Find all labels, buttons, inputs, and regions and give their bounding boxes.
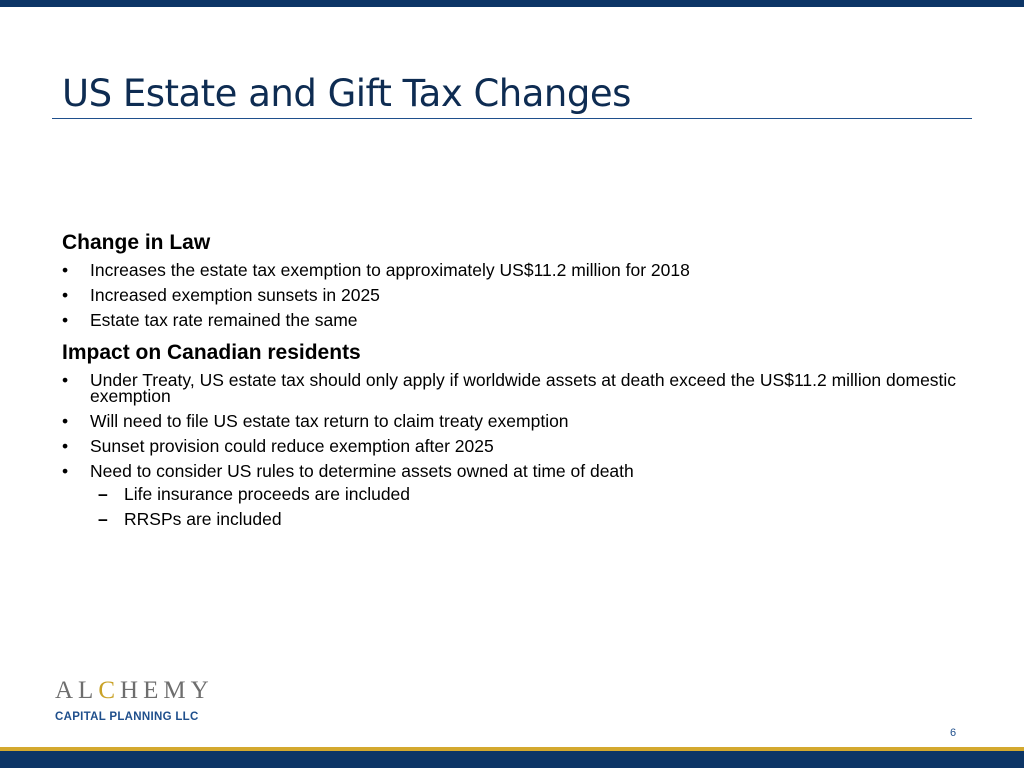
top-border-bar <box>0 0 1024 7</box>
list-item <box>62 310 962 331</box>
bullet-icon: • <box>62 436 69 457</box>
company-logo <box>55 678 214 723</box>
bullet-icon: • <box>62 411 69 432</box>
change-in-law-list <box>62 260 962 331</box>
list-item-text: Increases the estate tax exemption to approximately US$11.2 million for 2018 <box>90 260 690 281</box>
list-item-text: Estate tax rate remained the same <box>90 310 358 331</box>
slide-title: US Estate and Gift Tax Changes <box>62 72 631 115</box>
bottom-border-bar <box>0 751 1024 768</box>
logo-subtitle: CAPITAL PLANNING LLC <box>55 711 199 723</box>
list-item-text: Under Treaty, US estate tax should only apply if worldwide assets at death exceed the US$11.2 million domestic exemption <box>90 370 957 407</box>
bullet-icon: • <box>62 370 69 391</box>
bullet-icon: • <box>62 285 69 306</box>
bullet-icon: • <box>62 461 69 482</box>
sub-list-item-text: RRSPs are included <box>124 509 282 530</box>
page-number: 6 <box>950 727 957 739</box>
list-item <box>62 461 962 530</box>
bullet-icon: • <box>62 310 69 331</box>
logo-wordmark: ALCHEMY <box>55 677 214 704</box>
slide-content <box>62 230 962 536</box>
list-item-text: Need to consider US rules to determine assets owned at time of death <box>90 461 634 482</box>
impact-list <box>62 370 962 530</box>
list-item <box>62 285 962 306</box>
sub-list-item <box>90 484 962 505</box>
sub-list-item-text: Life insurance proceeds are included <box>124 484 411 505</box>
dash-icon: – <box>98 484 108 505</box>
list-item <box>62 411 962 432</box>
list-item <box>62 370 962 407</box>
section-heading-change-in-law: Change in Law <box>62 231 211 254</box>
sub-list-item <box>90 509 962 530</box>
bullet-icon: • <box>62 260 69 281</box>
assets-sublist <box>90 484 962 530</box>
list-item-text: Increased exemption sunsets in 2025 <box>90 285 380 306</box>
list-item <box>62 436 962 457</box>
list-item <box>62 260 962 281</box>
list-item-text: Sunset provision could reduce exemption after 2025 <box>90 436 494 457</box>
section-heading-impact: Impact on Canadian residents <box>62 341 361 365</box>
title-underline <box>52 118 972 119</box>
list-item-text: Will need to file US estate tax return to claim treaty exemption <box>90 411 569 432</box>
dash-icon: – <box>98 509 108 530</box>
